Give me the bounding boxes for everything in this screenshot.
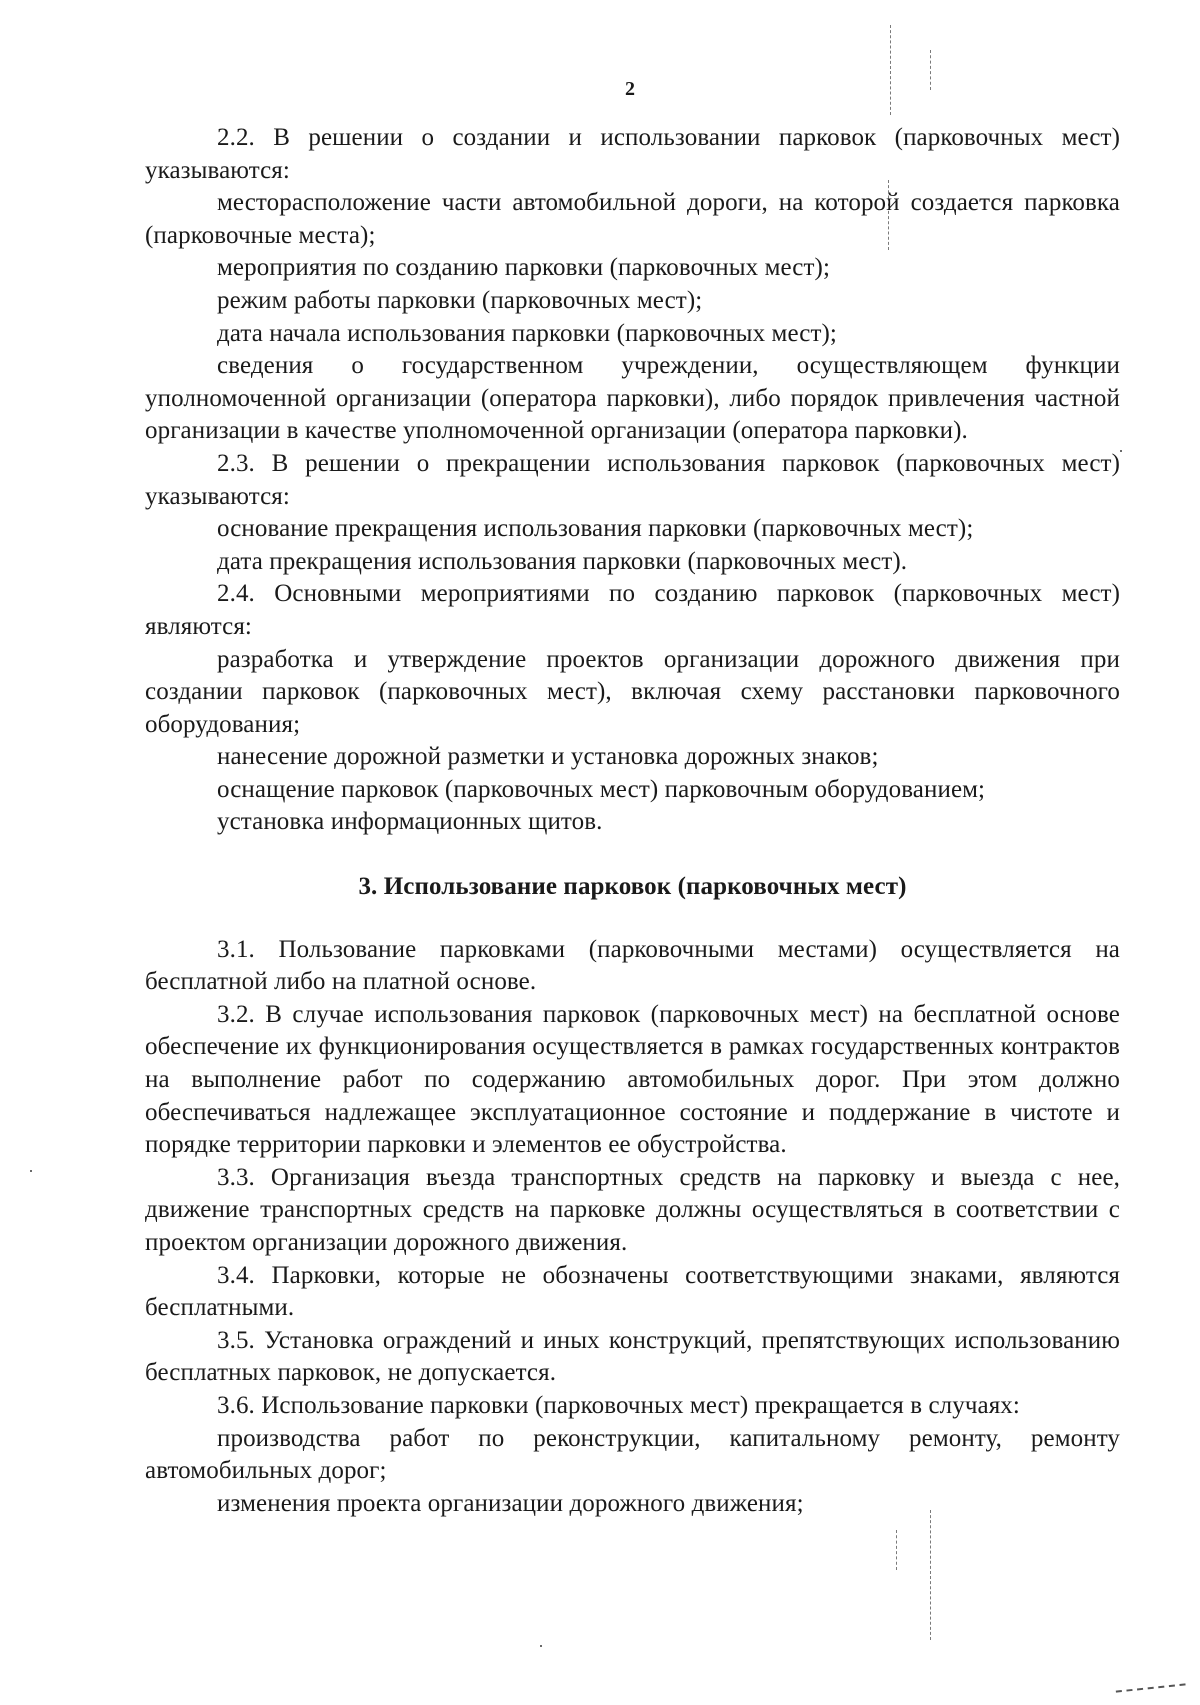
scan-artifact-corner: [1116, 1683, 1186, 1698]
paragraph-2-3: 2.3. В решении о прекращении использования парковок (парковочных мест) указываются:: [145, 449, 1120, 510]
list-item: месторасположение части автомобильной дороги, на которой создается парковка (парковочные места);: [145, 189, 1120, 249]
paragraph-2-4: 2.4. Основными мероприятиями по созданию парковок (парковочных мест) являются:: [145, 580, 1120, 640]
list-item: нанесение дорожной разметки и установка дорожных знаков;: [217, 743, 879, 771]
paragraph-3-6: 3.6. Использование парковки (парковочных мест) прекращается в случаях:: [217, 1391, 1020, 1419]
scan-artifact-dot: [30, 1170, 32, 1172]
paragraph-3-2: 3.2. В случае использования парковок (парковочных мест) на бесплатной основе обеспечение их функционирования осуществляется в рамках государственных контрактов на выполнение работ по содержанию автомобильных дорог. При этом должно обеспечиваться надлежащее эксплуатационное состояние и поддержание в чистоте и порядке территории парковки и элементов ее обустройства.: [145, 1000, 1120, 1159]
list-item: мероприятия по созданию парковки (парковочных мест);: [217, 254, 830, 282]
paragraph-3-4: 3.4. Парковки, которые не обозначены соответствующими знаками, являются бесплатными.: [145, 1261, 1120, 1322]
paragraph-3-1: 3.1. Пользование парковками (парковочными местами) осуществляется на бесплатной либо на платной основе.: [145, 935, 1120, 996]
list-item: изменения проекта организации дорожного движения;: [217, 1489, 804, 1517]
list-item: оснащение парковок (парковочных мест) парковочным оборудованием;: [217, 775, 986, 803]
scan-artifact-line: [930, 50, 931, 90]
list-item: сведения о государственном учреждении, осуществляющем функции уполномоченной организации (оператора парковки), либо порядок привлечения частной организации в качестве уполномоченной организации (оператора парковки).: [145, 352, 1120, 445]
document-body: [145, 122, 1120, 1520]
page-number: 2: [625, 78, 635, 100]
list-item: дата прекращения использования парковки (парковочных мест).: [217, 547, 908, 575]
scan-artifact-dot: [1120, 450, 1122, 452]
list-item: производства работ по реконструкции, капитальному ремонту, ремонту автомобильных дорог;: [145, 1424, 1120, 1485]
scan-artifact-line: [896, 1530, 897, 1570]
scan-artifact-line: [930, 1510, 931, 1640]
list-item: дата начала использования парковки (парковочных мест);: [217, 319, 837, 347]
section-3-heading: 3. Использование парковок (парковочных мест): [358, 873, 907, 901]
scan-artifact-line: [890, 25, 891, 115]
list-item: разработка и утверждение проектов организации дорожного движения при создании парковок (парковочных мест), включая схему расстановки парковочного оборудования;: [145, 645, 1120, 738]
paragraph-2-2: 2.2. В решении о создании и использовании парковок (парковочных мест) указываются:: [145, 124, 1120, 184]
paragraph-3-3: 3.3. Организация въезда транспортных средств на парковку и выезда с нее, движение транспортных средств на парковке должны осуществляться в соответствии с проектом организации дорожного движения.: [145, 1163, 1120, 1256]
scan-artifact-dot: [540, 1645, 542, 1647]
list-item: установка информационных щитов.: [217, 808, 603, 836]
list-item: основание прекращения использования парковки (парковочных мест);: [217, 515, 974, 543]
list-item: режим работы парковки (парковочных мест);: [217, 286, 703, 314]
scan-artifact-line: [888, 180, 889, 250]
paragraph-3-5: 3.5. Установка ограждений и иных конструкций, препятствующих использованию бесплатных парковок, не допускается.: [145, 1326, 1120, 1387]
